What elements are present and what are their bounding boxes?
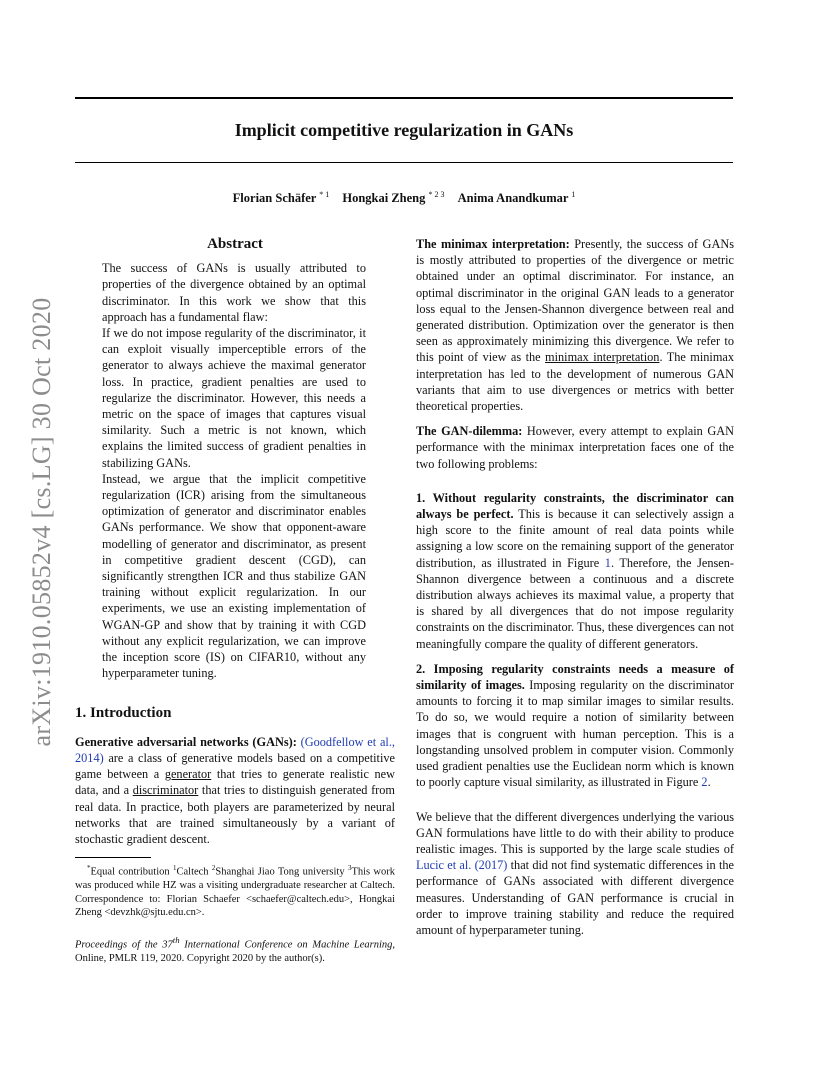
arxiv-side-stamp <box>22 287 62 757</box>
gan-dilemma-paragraph: The GAN-dilemma: However, every attempt to explain GAN performance with the minimax interpretation faces one of the two following problems: <box>416 424 735 471</box>
abstract-paragraph-3: Instead, we argue that the implicit competitive regularization (ICR) arising from the simultaneous optimization of generator and discriminator enables GANs performance. We show that opponent-aware modelling of generator and discriminator, as present in competitive gradient descent (CGD), can significantly strengthen ICR and thus stabilize GAN training without explicit regularization. In our experiments, we use an existing implementation of WGAN-GP and show that by training it with CGD without any explicit regularization, we can improve the inception score (IS) on CIFAR10, without any hyperparameter tuning. <box>102 471 366 681</box>
title-top-rule <box>75 97 733 99</box>
author-1: Florian Schäfer $^{* 1}$ <box>232 190 330 206</box>
arxiv-identifier: arXiv:1910.05852v4 [cs.LG] 30 Oct 2020 <box>27 297 56 747</box>
minimax-paragraph: The minimax interpretation: Presently, the success of GANs is mostly attributed to properties of the divergence or metric obtained under an optimal discriminator. For instance, an optimal discriminator in the original GAN leads to a generator loss equal to the Jensen-Shannon divergence between real and generated distribution. Optimization over the generator is then seen as approximately minimizing this divergence. We refer to this point of view as the minimax interpretation. The minimax interpretation has led to the development of numerous GAN variants that aim to use divergences or metrics with better theoretical properties. <box>416 237 734 414</box>
right-column <box>416 236 734 947</box>
proceedings-note: Proceedings of the 37th International Conference on Machine Learning, Online, PMLR 119, 2020. Copyright 2020 by the author(s). <box>75 934 395 964</box>
section-heading-introduction: 1. Introduction <box>75 705 172 722</box>
footnote-rule <box>75 857 151 858</box>
term-discriminator: discriminator <box>132 783 199 798</box>
abstract-paragraph-1: The success of GANs is usually attributed to properties of the divergence obtained by an optimal discriminator. In this work we show that this approach has a fundamental flaw: <box>102 261 366 324</box>
author-3: Anima Anandkumar $^1$ <box>457 190 576 206</box>
left-column <box>75 236 395 965</box>
abstract-paragraph-2: If we do not impose regularity of the discriminator, it can exploit visually imperceptible errors of the generator to always achieve the maximal generator loss. In practice, gradient penalties are used to regularize the discriminator. However, this needs a metric on the space of images that captures visual similarity. Such a metric is not known, which explains the limited success of gradient penalties in stabilizing GANs. <box>102 326 366 470</box>
author-2: Hongkai Zheng $^{* 2 3}$ <box>342 190 445 206</box>
term-minimax-interpretation: minimax interpretation <box>545 350 660 365</box>
term-generator: generator <box>164 767 212 782</box>
title-bottom-rule <box>75 162 733 163</box>
figure-2-ref[interactable]: 2 <box>701 775 708 790</box>
problem-1-paragraph: 1. Without regularity constraints, the discriminator can always be perfect. This is because it can selectively assign a high score to the finite amount of real data points while assigning a low score on the remaining support of the generator distribution, as illustrated in Figure 1. Therefore, the Jensen-Shannon divergence between a continuous and a discrete distribution always achieves its maximal value, a property that is shared by all divergences that do not impose regularity constraints on the discriminator. Thus, these divergences can not meaningfully compare the quality of different generators. <box>416 490 734 651</box>
intro-paragraph: Generative adversarial networks (GANs): (Goodfellow et al., 2014) are a class of generative models based on a competitive game between a generator that tries to generate realistic new data, and a discriminator that tries to distinguish generated from real data. In practice, both players are parameterized by neural networks that are trained simultaneously by a variant of stochastic gradient descent. <box>75 734 396 846</box>
intro-lead: Generative adversarial networks (GANs): <box>75 734 297 749</box>
author-list <box>75 190 733 206</box>
problem-2-paragraph: 2. Imposing regularity constraints needs a measure of similarity of images. Imposing regularity on the discriminator amounts to forcing it to map similar images to similar results. To do so, we would require a notion of similarity between images that is congruent with human perception. This is a longstanding unsolved problem in computer vision. Commonly used gradient penalties use the Euclidean norm which is known to poorly capture visual similarity, as illustrated in Figure 2. <box>416 661 734 790</box>
paper-title: Implicit competitive regularization in GANs <box>234 120 574 140</box>
abstract-heading: Abstract <box>207 236 263 252</box>
footnotes: *Equal contribution $^1$Caltech $^2$Shanghai Jiao Tong university $^3$This work was produced while HZ was a visiting undergraduate researcher at Caltech. Correspondence to: Florian Schaefer <schaefer@caltech.edu>, Hongkai Zheng <devzhk@sjtu.edu.cn>. <box>75 864 396 919</box>
citation-goodfellow[interactable]: (Goodfellow et al., 2014) <box>75 734 396 765</box>
abstract-body <box>75 260 395 681</box>
belief-paragraph: We believe that the different divergences underlying the various GAN formulations have little to do with their ability to produce realistic images. This is supported by the large scale studies of Lucic et al. (2017) that did not find systematic differences in the performance of GANs associated with different divergence measures. Understanding of GAN performance is crucial in order to improve training stability and reduce the required amount of hyperparameter tuning. <box>416 809 734 937</box>
citation-lucic[interactable]: Lucic et al. (2017) <box>416 858 508 873</box>
figure-1-ref[interactable]: 1 <box>604 555 611 570</box>
